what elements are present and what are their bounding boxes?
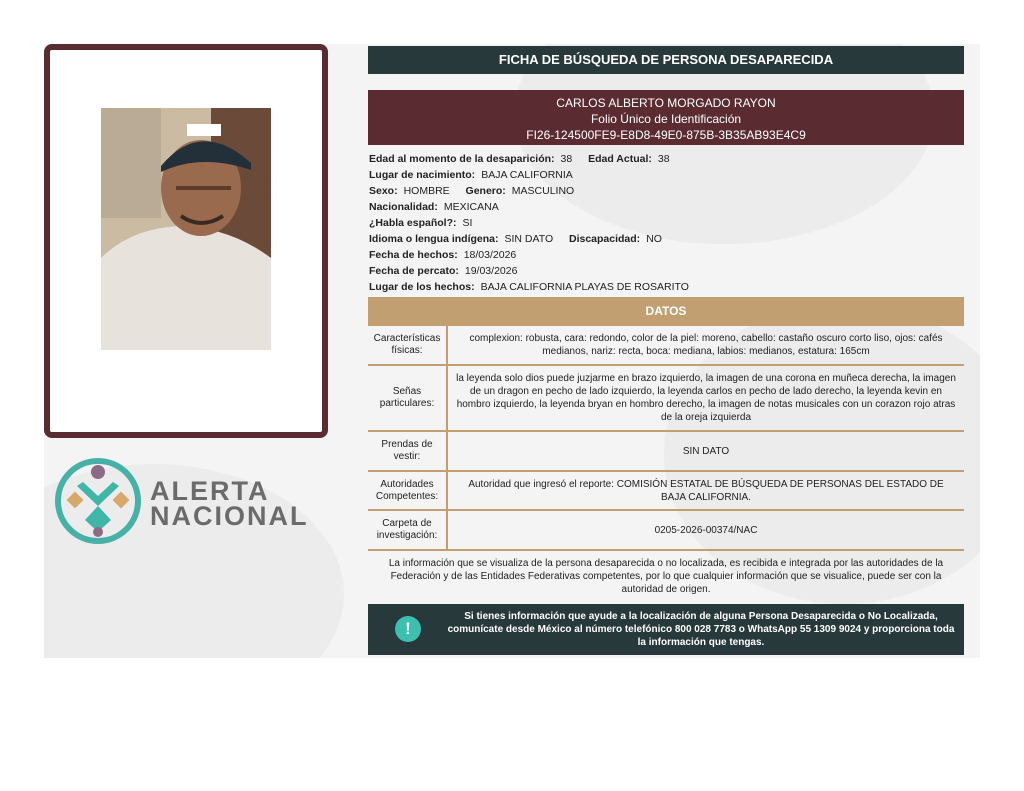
info-value: 38 — [657, 153, 670, 165]
photo-frame — [44, 44, 328, 438]
person-info — [369, 151, 965, 295]
folio-label: Folio Único de Identificación — [590, 112, 742, 126]
info-label: Idioma o lengua indígena: — [369, 233, 499, 245]
info-value: MEXICANA — [443, 201, 499, 213]
person-photo — [101, 108, 271, 350]
info-value: BAJA CALIFORNIA — [481, 169, 573, 181]
table-row — [368, 472, 964, 511]
row-label: Prendas de vestir: — [368, 432, 448, 470]
logo-text-alerta: ALERTA — [150, 476, 270, 506]
row-label: Autoridades Competentes: — [368, 472, 448, 509]
row-value: la leyenda solo dios puede juzjarme en brazo izquierdo, la imagen de una corona en muñeca derecha, la imagen de un dragon en pecho de lado izquierdo, la leyenda carlos en pecho de lado derecho, la leyenda kevin en hombro izquierdo, la leyenda bryan en hombro derecho, la imagen de notas musicales con un corazon rojo atras de la oreja izquierda — [456, 373, 956, 423]
info-label: Lugar de nacimiento: — [369, 169, 476, 181]
info-value: HOMBRE — [403, 185, 450, 197]
info-label: Fecha de hechos: — [369, 249, 458, 261]
info-value: SIN DATO — [504, 233, 554, 245]
exclamation-icon: ! — [395, 616, 421, 642]
row-label: Características físicas: — [368, 326, 448, 364]
info-value: MASCULINO — [511, 185, 575, 197]
row-value: SIN DATO — [682, 445, 730, 457]
logo-text-nacional: NACIONAL — [150, 501, 309, 531]
info-value: SI — [462, 217, 473, 229]
table-row — [368, 326, 964, 366]
info-label: Edad al momento de la desaparición: — [369, 153, 555, 165]
info-label: Discapacidad: — [568, 233, 641, 245]
info-label: Nacionalidad: — [369, 201, 438, 213]
row-label: Señas particulares: — [368, 366, 448, 430]
person-header — [368, 90, 964, 145]
row-label: Carpeta de investigación: — [368, 511, 448, 549]
page-title: FICHA DE BÚSQUEDA DE PERSONA DESAPARECIDA — [368, 46, 964, 74]
info-label: Genero: — [465, 185, 506, 197]
info-label: Edad Actual: — [588, 153, 652, 165]
folio-value: FI26-124500FE9-E8D8-49E0-875B-3B35AB93E4C9 — [526, 128, 806, 142]
datos-header: DATOS — [368, 297, 964, 326]
info-value: 18/03/2026 — [463, 249, 517, 261]
datos-table — [368, 326, 964, 551]
table-row — [368, 432, 964, 472]
alert-banner — [368, 604, 964, 655]
info-label: Sexo: — [369, 185, 398, 197]
info-label: Lugar de los hechos: — [369, 281, 475, 293]
row-value: complexion: robusta, cara: redondo, color de la piel: moreno, cabello: castaño oscuro corto liso, ojos: cafés medianos, nariz: recta, boca: mediana, labios: medianos, estatura: 165cm — [469, 333, 943, 357]
person-name: CARLOS ALBERTO MORGADO RAYON — [556, 96, 776, 110]
table-row — [368, 511, 964, 551]
info-value: 19/03/2026 — [464, 265, 518, 277]
info-label: Fecha de percato: — [369, 265, 459, 277]
disclaimer-text: La información que se visualiza de la persona desaparecida o no localizada, es recibida e integrada por las autoridades de la Federación y de las Entidades Federativas competentes, por lo que cualquier información que se visualice, puede ser con la autoridad de origen. — [388, 558, 944, 595]
alerta-nacional-logo-icon — [55, 458, 141, 544]
table-row — [368, 366, 964, 432]
alert-text: Si tienes información que ayude a la localización de alguna Persona Desaparecida o No Localizada, comunícate desde México al número telefónico 800 028 7783 o WhatsApp 55 1309 9024 y proporciona toda la información que tengas. — [447, 611, 955, 648]
info-value: BAJA CALIFORNIA PLAYAS DE ROSARITO — [480, 281, 689, 293]
info-value: NO — [646, 233, 662, 245]
row-value: 0205-2026-00374/NAC — [654, 524, 758, 536]
info-label: ¿Habla español?: — [369, 217, 457, 229]
info-value: 38 — [560, 153, 573, 165]
row-value: Autoridad que ingresó el reporte: COMISIÓN ESTATAL DE BÚSQUEDA DE PERSONAS DEL ESTADO DE BAJA CALIFORNIA. — [468, 478, 944, 503]
